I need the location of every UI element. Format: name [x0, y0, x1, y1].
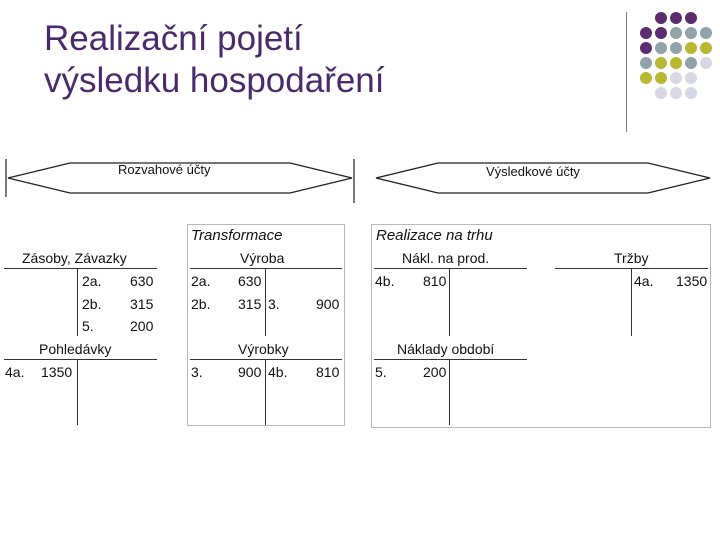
- decorative-dot: [685, 72, 697, 84]
- decorative-dot: [700, 42, 712, 54]
- entry-amount: 900: [238, 364, 262, 380]
- decorative-dot: [655, 27, 667, 39]
- account-title-trzby: Tržby: [614, 250, 649, 266]
- decorative-dot: [670, 27, 682, 39]
- account-title-naklady-obdobi: Náklady období: [397, 341, 495, 357]
- account-divider-vyrobky: [265, 359, 266, 425]
- entry-ref: 5.: [375, 364, 387, 380]
- entry-amount: 315: [130, 296, 154, 312]
- entry-amount: 200: [423, 364, 447, 380]
- decorative-dot: [670, 12, 682, 24]
- account-divider-zasoby: [77, 268, 78, 336]
- account-title-zasoby: Zásoby, Závazky: [22, 250, 127, 266]
- account-line-vyroba: [190, 268, 342, 269]
- entry-amount: 630: [238, 273, 262, 289]
- account-divider-pohledavky: [77, 359, 78, 425]
- decorative-dot: [670, 57, 682, 69]
- entry-amount: 1350: [676, 273, 708, 289]
- balance-banner-label: Rozvahové účty: [118, 162, 211, 177]
- decorative-dot: [685, 57, 697, 69]
- entry-amount: 315: [238, 296, 262, 312]
- decorative-dot: [685, 12, 697, 24]
- decorative-dot: [640, 57, 652, 69]
- account-line-naklady-prod: [374, 268, 527, 269]
- entry-amount: 900: [316, 296, 340, 312]
- result-banner-label: Výsledkové účty: [486, 164, 580, 179]
- account-line-zasoby: [4, 268, 157, 269]
- decorative-dot: [655, 72, 667, 84]
- entry-ref: 4b.: [375, 273, 395, 289]
- account-title-pohledavky: Pohledávky: [39, 341, 112, 357]
- decorative-dot: [655, 57, 667, 69]
- account-divider-vyroba: [265, 268, 266, 336]
- decorative-dot: [700, 27, 712, 39]
- entry-ref: 2a.: [191, 273, 211, 289]
- entry-amount: 630: [130, 273, 154, 289]
- entry-ref: 5.: [82, 318, 94, 334]
- account-title-naklady-prod: Nákl. na prod.: [402, 250, 490, 266]
- account-line-naklady-obdobi: [374, 359, 527, 360]
- entry-amount: 810: [316, 364, 340, 380]
- decorative-dot: [655, 87, 667, 99]
- entry-ref: 2b.: [191, 296, 211, 312]
- decorative-dot: [700, 57, 712, 69]
- entry-ref: 3.: [268, 296, 280, 312]
- account-divider-trzby: [631, 268, 632, 336]
- decorative-dot: [640, 72, 652, 84]
- entry-ref: 3.: [191, 364, 203, 380]
- decorative-dot: [640, 27, 652, 39]
- entry-amount: 810: [423, 273, 447, 289]
- banners-graphic: [0, 155, 720, 205]
- decorative-dot: [655, 12, 667, 24]
- account-divider-naklady-obdobi: [449, 359, 450, 425]
- entry-ref: 4b.: [268, 364, 288, 380]
- account-line-vyrobky: [190, 359, 342, 360]
- decorative-dot: [655, 42, 667, 54]
- decorative-dot: [670, 42, 682, 54]
- title-line-1: Realizační pojetí: [44, 19, 303, 58]
- account-divider-naklady-prod: [449, 268, 450, 336]
- entry-amount: 1350: [41, 364, 73, 380]
- entry-ref: 2a.: [82, 273, 102, 289]
- title-line-2: výsledku hospodaření: [44, 61, 385, 100]
- entry-ref: 4a.: [634, 273, 654, 289]
- market-label: Realizace na trhu: [376, 227, 493, 244]
- entry-ref: 4a.: [5, 364, 25, 380]
- decorative-dot: [685, 27, 697, 39]
- decorative-dot: [640, 42, 652, 54]
- account-line-pohledavky: [4, 359, 157, 360]
- entry-ref: 2b.: [82, 296, 102, 312]
- account-title-vyrobky: Výrobky: [238, 341, 289, 357]
- entry-amount: 200: [130, 318, 154, 334]
- decorative-dot: [670, 87, 682, 99]
- decorative-dot: [685, 42, 697, 54]
- decorative-dot: [670, 72, 682, 84]
- transformation-label: Transformace: [191, 227, 283, 244]
- account-title-vyroba: Výroba: [240, 250, 285, 266]
- decorative-dot: [685, 87, 697, 99]
- page-title: [44, 18, 385, 102]
- decorative-rule: [626, 12, 627, 132]
